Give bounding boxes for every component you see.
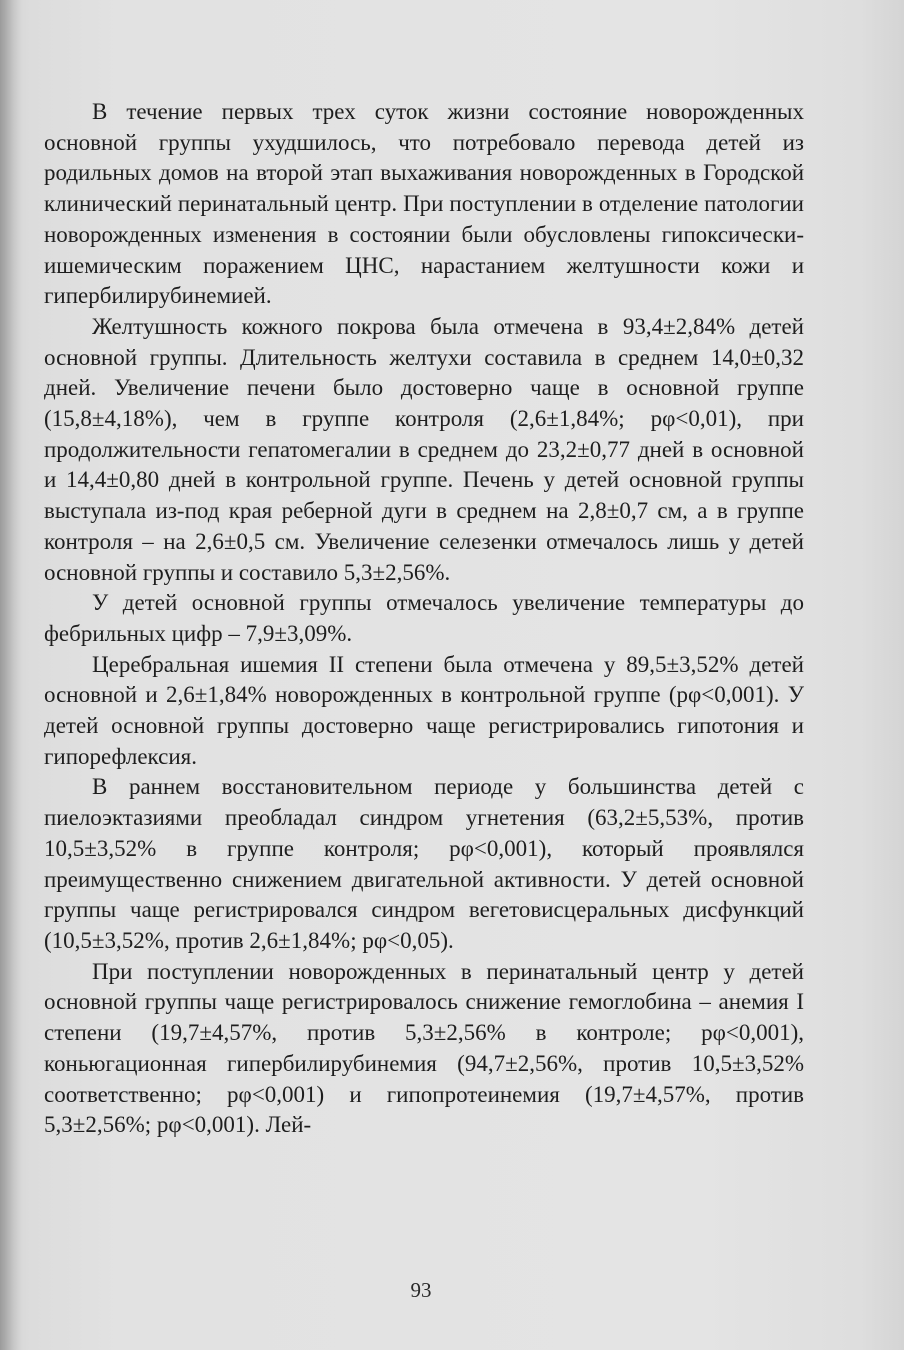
paragraph-2: Желтушность кожного покрова была отмечена в 93,4±2,84% детей основной группы. Длительность желтухи составила в среднем 14,0±0,32 дней. Увеличение печени было достоверно чаще в основной группе (15,8±4,18%), чем в группе контроля (2,6±1,84%; pφ<0,01), при продолжительности гепатомегалии в среднем до 23,2±0,77 дней в основной и 14,4±0,80 дней в контрольной группе. Печень у детей основной группы выступала из-под края реберной дуги в среднем на 2,8±0,7 см, а в группе контроля – на 2,6±0,5 см. Увеличение селезенки отмечалось лишь у детей основной группы и составило 5,3±2,56%. xyxy=(44,313,804,585)
page-number: 93 xyxy=(410,1278,432,1302)
paragraph-5: В раннем восстановительном периоде у большинства детей с пиелоэктазиями преобладал синдром угнетения (63,2±5,53%, против 10,5±3,52% в группе контроля; pφ<0,001), который проявлялся преимущественно снижением двигательной активности. У детей основной группы чаще регистрировался синдром вегетовисцеральных дисфункций (10,5±3,52%, против 2,6±1,84%; pφ<0,05). xyxy=(44,774,804,953)
paragraph-4: Церебральная ишемия II степени была отмечена у 89,5±3,52% детей основной и 2,6±1,84% новорожденных в контрольной группе (pφ<0,001). У детей основной группы достоверно чаще регистрировались гипотония и гипорефлексия. xyxy=(44,651,804,769)
page-footer xyxy=(0,1278,904,1303)
paragraph-3: У детей основной группы отмечалось увеличение температуры до фебрильных цифр – 7,9±3,09%. xyxy=(44,590,804,646)
paragraph-6: При поступлении новорожденных в перинатальный центр у детей основной группы чаще регистрировалось снижение гемоглобина – анемия I степени (19,7±4,57%, против 5,3±2,56% в контроле; pφ<0,001), коньюгационная гипербилирубинемия (94,7±2,56%, против 10,5±3,52% соответственно; pφ<0,001) и гипопротеинемия (19,7±4,57%, против 5,3±2,56%; pφ<0,001). Лей- xyxy=(44,958,804,1138)
body-text xyxy=(44,97,804,1141)
spine-shadow xyxy=(0,0,22,1350)
paragraph-1: В течение первых трех суток жизни состояние новорожденных основной группы ухудшилось, что потребовало перевода детей из родильных домов на второй этап выхаживания новорожденных в Городской клинический перинатальный центр. При поступлении в отделение патологии новорожденных изменения в состоянии были обусловлены гипоксически-ишемическим поражением ЦНС, нарастанием желтушности кожи и гипербилирубинемией. xyxy=(44,99,804,309)
